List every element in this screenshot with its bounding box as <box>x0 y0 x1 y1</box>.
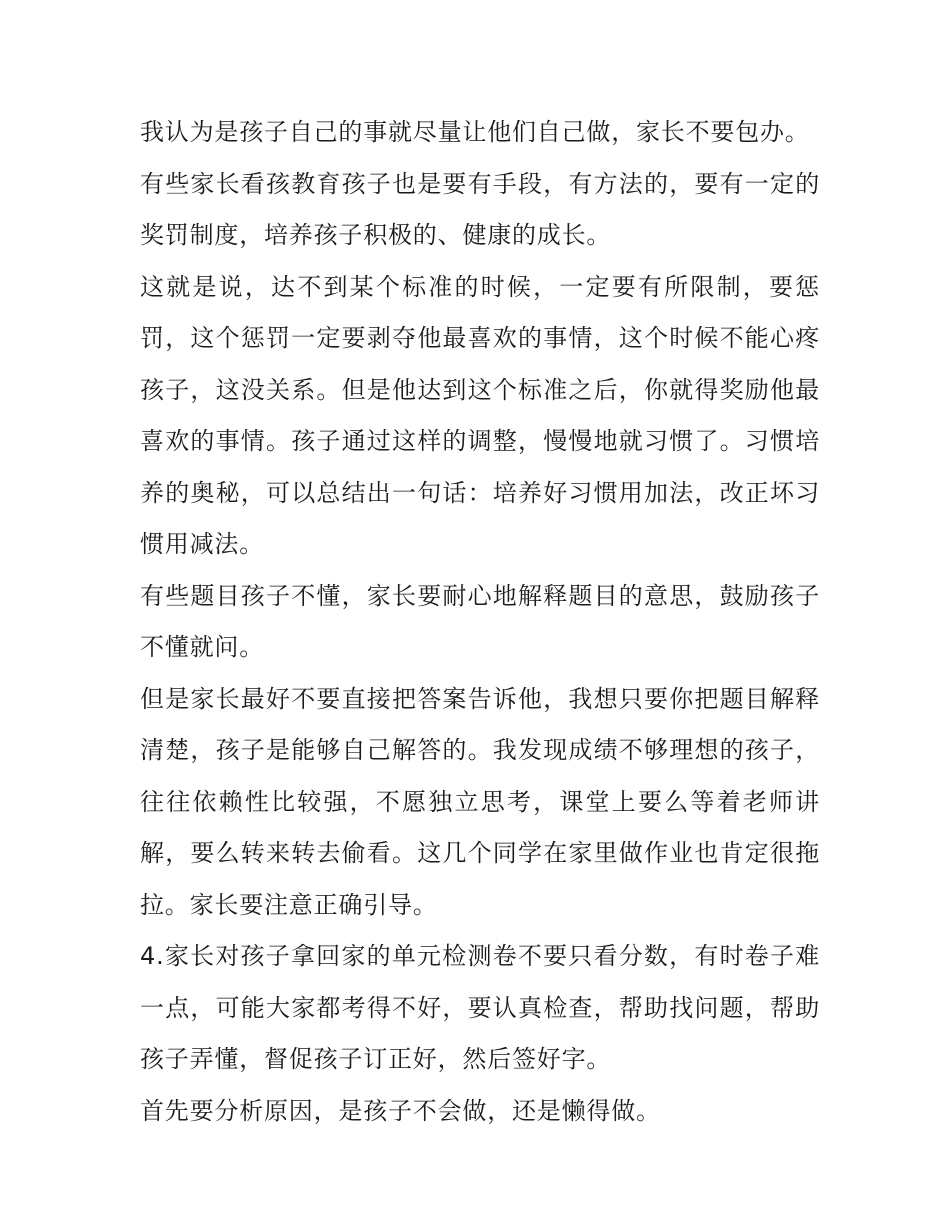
paragraph: 我认为是孩子自己的事就尽量让他们自己做，家长不要包办。 <box>140 118 810 146</box>
paragraph: 但是家长最好不要直接把答案告诉他，我想只要你把题目解释清楚，孩子是能够自己解答的。我发现成绩不够理想的孩子，往往依赖性比较强，不愿独立思考，课堂上要么等着老师讲解，要么转来转去偷看。这几个同学在家里做作业也肯定很拖拉。家长要注意正确引导。 <box>140 684 820 919</box>
paragraph: 有些家长看孩教育孩子也是要有手段，有方法的，要有一定的奖罚制度，培养孩子积极的、健康的成长。 <box>140 169 820 249</box>
paragraph: 有些题目孩子不懂，家长要耐心地解释题目的意思，鼓励孩子不懂就问。 <box>140 581 820 661</box>
paragraph: 4.家长对孩子拿回家的单元检测卷不要只看分数，有时卷子难一点，可能大家都考得不好，要认真检查，帮助找问题，帮助孩子弄懂，督促孩子订正好，然后签好字。 <box>140 942 820 1073</box>
document-body <box>140 107 820 1137</box>
paragraph: 首先要分析原因，是孩子不会做，还是懒得做。 <box>140 1096 661 1125</box>
paragraph: 这就是说，达不到某个标准的时候，一定要有所限制，要惩罚，这个惩罚一定要剥夺他最喜欢的事情，这个时候不能心疼孩子，这没关系。但是他达到这个标准之后，你就得奖励他最喜欢的事情。孩子通过这样的调整，慢慢地就习惯了。习惯培养的奥秘，可以总结出一句话：培养好习惯用加法，改正坏习惯用减法。 <box>140 272 820 558</box>
